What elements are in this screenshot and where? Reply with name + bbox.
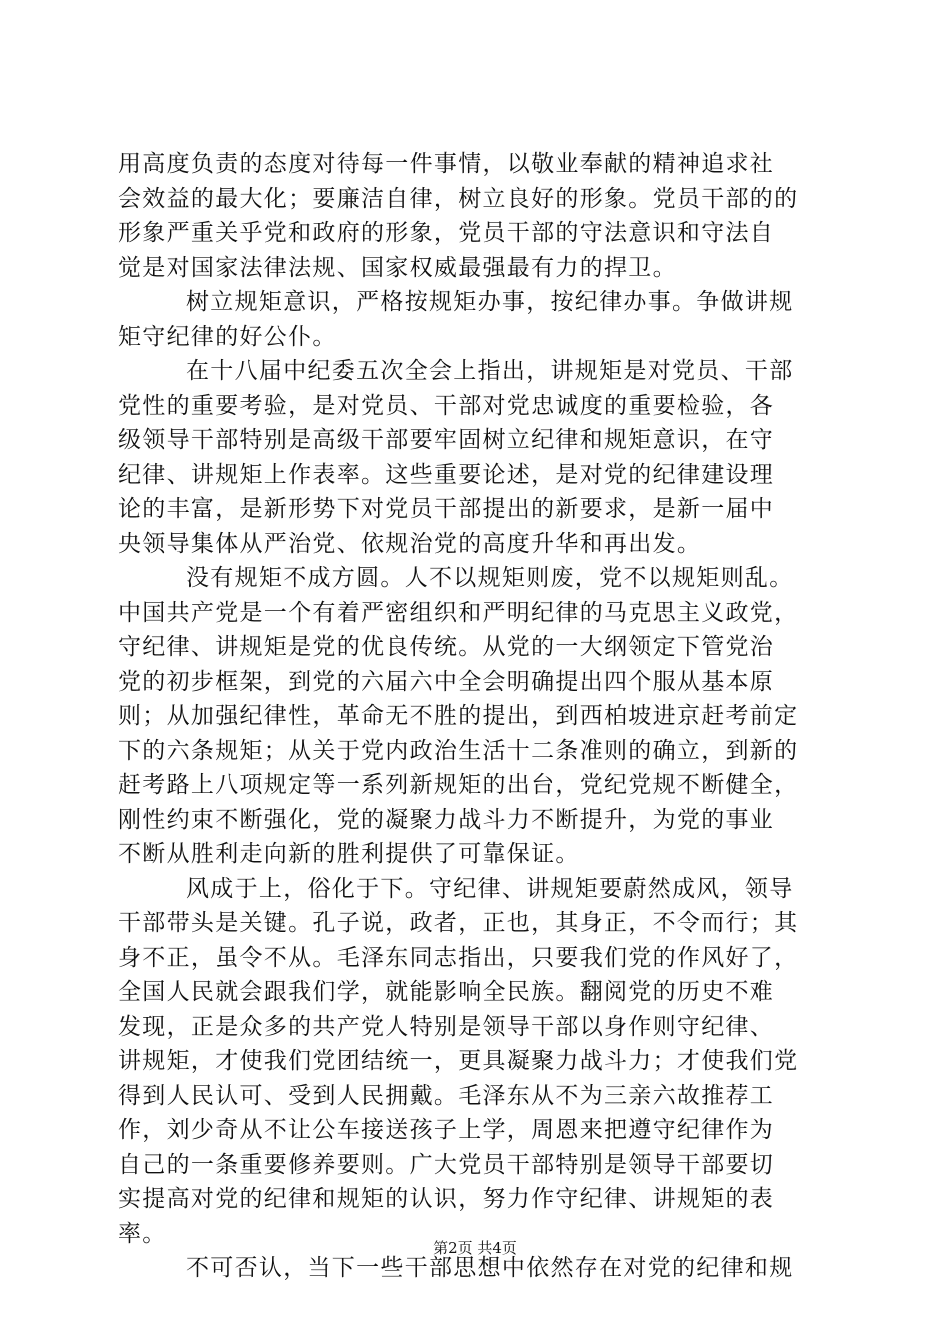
text-line: 形象严重关乎党和政府的形象，党员干部的守法意识和守法自 bbox=[118, 220, 775, 246]
text-line: 在十八届中纪委五次全会上指出，讲规矩是对党员、干部 bbox=[186, 358, 794, 384]
text-line: 赶考路上八项规定等一系列新规矩的出台，党纪党规不断健全， bbox=[118, 772, 799, 798]
text-line: 率。 bbox=[118, 1220, 167, 1247]
text-line: 级领导干部特别是高级干部要牢固树立纪律和规矩意识，在守 bbox=[118, 427, 775, 453]
text-line: 纪律、讲规矩上作表率。这些重要论述，是对党的纪律建设理 bbox=[118, 461, 775, 488]
text-line: 央领导集体从严治党、依规治党的高度升华和再出发。 bbox=[118, 530, 702, 557]
text-line: 干部带头是关键。孔子说，政者，正也，其身正，不令而行；其 bbox=[118, 910, 799, 936]
text-line: 风成于上，俗化于下。守纪律、讲规矩要蔚然成风，领导 bbox=[186, 875, 794, 902]
text-line: 作，刘少奇从不让公车接送孩子上学，周恩来把遵守纪律作为 bbox=[118, 1117, 775, 1143]
text-line: 得到人民认可、受到人民拥戴。毛泽东从不为三亲六故推荐工 bbox=[118, 1082, 775, 1109]
text-line: 身不正，虽令不从。毛泽东同志指出，只要我们党的作风好了， bbox=[118, 944, 799, 971]
document-body bbox=[118, 147, 834, 1286]
text-line: 实提高对党的纪律和规矩的认识，努力作守纪律、讲规矩的表 bbox=[118, 1186, 775, 1212]
text-line: 自己的一条重要修养要则。广大党员干部特别是领导干部要切 bbox=[118, 1151, 775, 1178]
text-line: 没有规矩不成方圆。人不以规矩则废，党不以规矩则乱。 bbox=[186, 565, 794, 591]
text-line: 下的六条规矩；从关于党内政治生活十二条准则的确立，到新的 bbox=[118, 737, 799, 764]
text-line: 矩守纪律的好公仆。 bbox=[118, 323, 337, 350]
text-line: 觉是对国家法律法规、国家权威最强最有力的捍卫。 bbox=[118, 254, 677, 281]
text-line: 树立规矩意识，严格按规矩办事，按纪律办事。争做讲规 bbox=[186, 289, 794, 315]
text-line: 论的丰富，是新形势下对党员干部提出的新要求，是新一届中 bbox=[118, 496, 775, 522]
text-line: 党的初步框架，到党的六届六中全会明确提出四个服从基本原 bbox=[118, 668, 775, 695]
text-line: 中国共产党是一个有着严密组织和严明纪律的马克思主义政党， bbox=[118, 599, 799, 626]
page-footer: 第2页 共4页 bbox=[433, 1239, 517, 1257]
text-line: 会效益的最大化；要廉洁自律，树立良好的形象。党员干部的的 bbox=[118, 185, 799, 212]
text-line: 讲规矩，才使我们党团结统一，更具凝聚力战斗力；才使我们党 bbox=[118, 1048, 799, 1074]
text-line: 不可否认，当下一些干部思想中依然存在对党的纪律和规 bbox=[186, 1255, 794, 1281]
text-line: 发现，正是众多的共产党人特别是领导干部以身作则守纪律、 bbox=[118, 1013, 775, 1040]
text-line: 守纪律、讲规矩是党的优良传统。从党的一大纲领定下管党治 bbox=[118, 634, 775, 660]
text-line: 党性的重要考验，是对党员、干部对党忠诚度的重要检验，各 bbox=[118, 392, 775, 419]
text-line: 刚性约束不断强化，党的凝聚力战斗力不断提升，为党的事业 bbox=[118, 806, 775, 833]
text-line: 用高度负责的态度对待每一件事情，以敬业奉献的精神追求社 bbox=[118, 151, 775, 177]
text-line: 则；从加强纪律性，革命无不胜的提出，到西柏坡进京赶考前定 bbox=[118, 703, 799, 729]
text-line: 全国人民就会跟我们学，就能影响全民族。翻阅党的历史不难 bbox=[118, 979, 775, 1005]
text-line: 不断从胜利走向新的胜利提供了可靠保证。 bbox=[118, 841, 580, 867]
